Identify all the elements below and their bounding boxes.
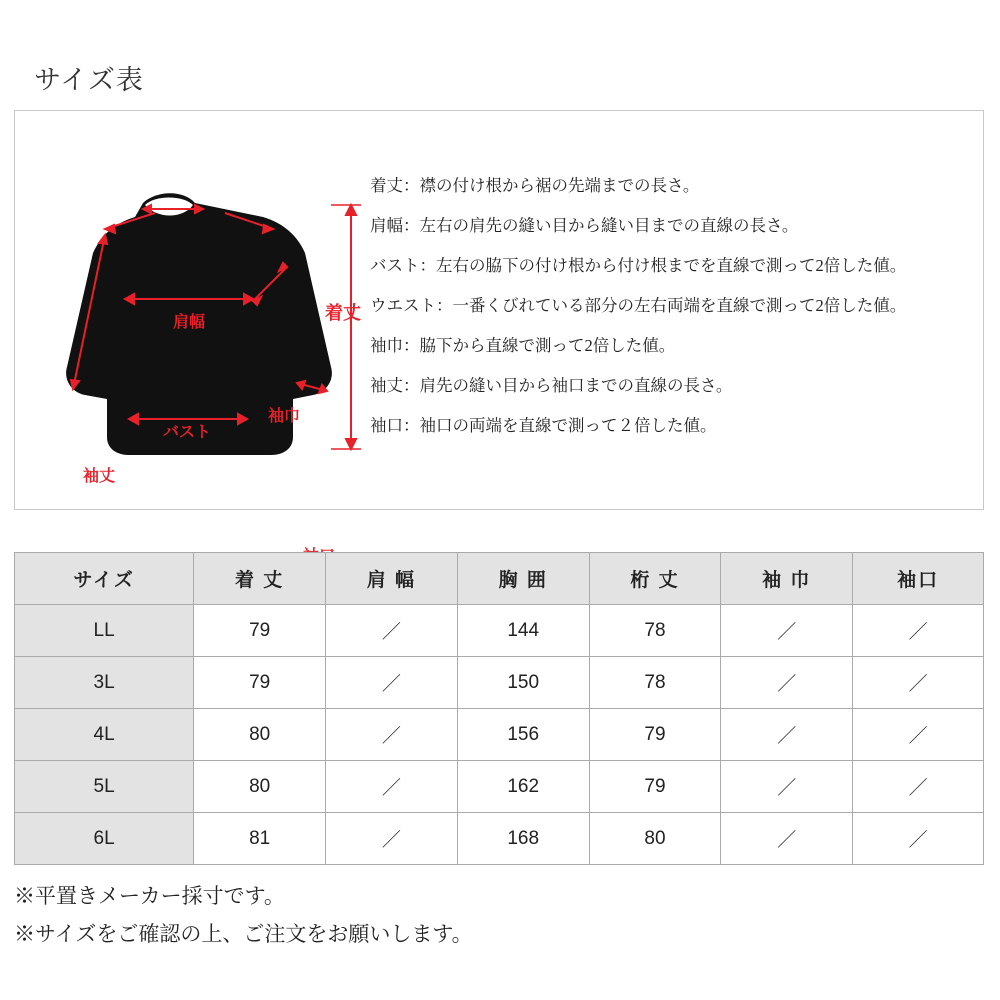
cell-size: LL	[15, 605, 194, 657]
label-bust: バスト	[163, 424, 212, 441]
legend-item: 袖口：袖口の両端を直線で測って２倍した値。	[370, 416, 717, 435]
cell-sleeve-span: 79	[589, 709, 721, 761]
footnote: ※サイズをご確認の上、ご注文をお願いします。	[14, 923, 473, 946]
column-header-sleeve-span: 桁 丈	[589, 553, 721, 605]
legend-item: 肩幅：左右の肩先の縫い目から縫い目までの直線の長さ。	[370, 216, 799, 235]
cell-sleeve-width: ／	[721, 709, 853, 761]
body-length-arrow	[331, 205, 361, 449]
table-row	[15, 813, 984, 865]
table-row	[15, 605, 984, 657]
cell-size: 4L	[15, 709, 194, 761]
table-header-row	[15, 553, 984, 605]
cell-sleeve-width: ／	[721, 761, 853, 813]
cell-sleeve-span: 78	[589, 605, 721, 657]
column-header-shoulder-width: 肩 幅	[326, 553, 458, 605]
cell-sleeve-span: 79	[589, 761, 721, 813]
cell-shoulder-width: ／	[326, 813, 458, 865]
garment-illustration	[25, 131, 365, 491]
cell-shoulder-width: ／	[326, 657, 458, 709]
table-row	[15, 761, 984, 813]
cell-size: 3L	[15, 657, 194, 709]
cell-cuff: ／	[853, 657, 984, 709]
column-header-size: サイズ	[15, 553, 194, 605]
footnote: ※平置きメーカー採寸です。	[14, 885, 285, 908]
cell-sleeve-width: ／	[721, 657, 853, 709]
column-header-cuff: 袖口	[853, 553, 984, 605]
label-sleeve-width: 袖巾	[268, 408, 301, 425]
legend-item: ウエスト：一番くびれている部分の左右両端を直線で測って2倍した値。	[370, 296, 907, 315]
cell-sleeve-width: ／	[721, 813, 853, 865]
cell-sleeve-width: ／	[721, 605, 853, 657]
table-row	[15, 657, 984, 709]
legend-item: バスト：左右の脇下の付け根から付け根までを直線で測って2倍した値。	[370, 256, 907, 275]
cell-cuff: ／	[853, 761, 984, 813]
cell-cuff: ／	[853, 813, 984, 865]
cell-chest: 162	[457, 761, 589, 813]
legend-item: 着丈：襟の付け根から裾の先端までの長さ。	[370, 176, 700, 195]
cell-body-length: 79	[194, 657, 326, 709]
legend-item: 袖丈：肩先の縫い目から袖口までの直線の長さ。	[370, 376, 733, 395]
label-body-length: 着丈	[325, 303, 361, 323]
cell-shoulder-width: ／	[326, 709, 458, 761]
cell-shoulder-width: ／	[326, 761, 458, 813]
cell-chest: 168	[457, 813, 589, 865]
cell-sleeve-span: 78	[589, 657, 721, 709]
column-header-body-length: 着 丈	[194, 553, 326, 605]
cell-body-length: 81	[194, 813, 326, 865]
cell-sleeve-span: 80	[589, 813, 721, 865]
cell-body-length: 80	[194, 761, 326, 813]
cell-size: 5L	[15, 761, 194, 813]
column-header-chest: 胸 囲	[457, 553, 589, 605]
label-sleeve-length: 袖丈	[83, 468, 116, 485]
table-row	[15, 709, 984, 761]
cell-cuff: ／	[853, 605, 984, 657]
cell-chest: 150	[457, 657, 589, 709]
cell-shoulder-width: ／	[326, 605, 458, 657]
label-shoulder-width: 肩幅	[173, 314, 206, 331]
cell-cuff: ／	[853, 709, 984, 761]
measurement-legend	[370, 166, 970, 446]
measurement-diagram-panel	[14, 110, 984, 510]
legend-item: 袖巾：脇下から直線で測って2倍した値。	[370, 336, 676, 355]
cell-body-length: 79	[194, 605, 326, 657]
footnotes	[14, 878, 914, 954]
column-header-sleeve-width: 袖 巾	[721, 553, 853, 605]
cell-body-length: 80	[194, 709, 326, 761]
size-table	[14, 552, 984, 865]
page-title: サイズ表	[34, 65, 144, 95]
cell-chest: 144	[457, 605, 589, 657]
cell-chest: 156	[457, 709, 589, 761]
cell-size: 6L	[15, 813, 194, 865]
